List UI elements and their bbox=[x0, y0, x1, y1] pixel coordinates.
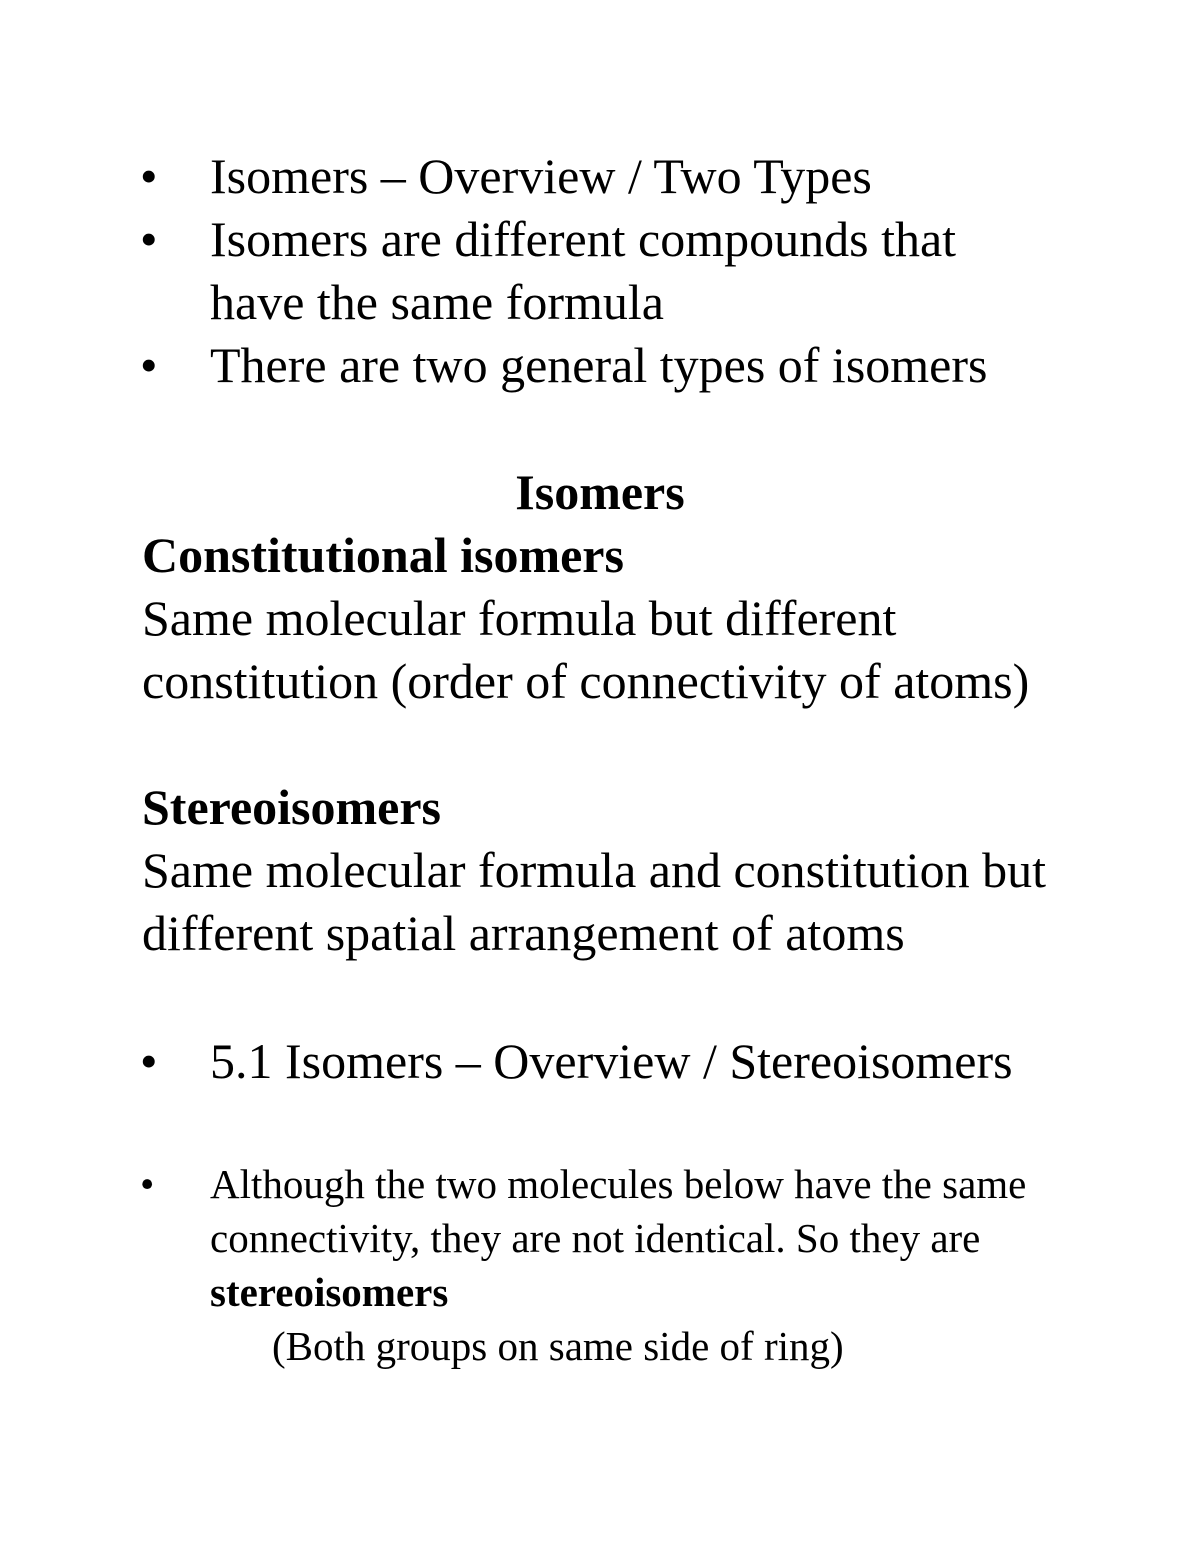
bullet-text: 5.1 Isomers – Overview / Stereoisomers bbox=[210, 1033, 1013, 1089]
bullet-icon: • bbox=[140, 211, 158, 267]
list-item bbox=[140, 1030, 1060, 1093]
bullet-list-detail bbox=[140, 1157, 1060, 1319]
bullet-icon: • bbox=[140, 148, 158, 204]
list-item bbox=[140, 1157, 1060, 1319]
constitutional-section bbox=[142, 524, 1082, 713]
bullet-icon: • bbox=[140, 1033, 158, 1089]
bullet-icon: • bbox=[140, 1161, 155, 1207]
page-title: Isomers bbox=[515, 464, 685, 520]
bullet-text: There are two general types of isomers bbox=[210, 337, 988, 393]
bullet-list-overview bbox=[140, 1030, 1060, 1093]
caption: (Both groups on same side of ring) bbox=[272, 1323, 844, 1369]
section-heading: Constitutional isomers bbox=[142, 527, 624, 583]
list-item bbox=[140, 334, 1060, 397]
bullet-list-intro bbox=[140, 145, 1060, 397]
bullet-text: Although the two molecules below have the same connectivity, they are not identical. So they are bbox=[210, 1161, 1027, 1261]
list-item bbox=[140, 208, 1060, 334]
bullet-text-bold: stereoisomers bbox=[210, 1269, 449, 1315]
list-item bbox=[140, 145, 1060, 208]
section-body: Same molecular formula and constitution but different spatial arrangement of atoms bbox=[142, 842, 1046, 961]
stereoisomers-section bbox=[142, 776, 1082, 965]
bullet-icon: • bbox=[140, 337, 158, 393]
section-heading: Stereoisomers bbox=[142, 779, 441, 835]
bullet-text: Isomers – Overview / Two Types bbox=[210, 148, 872, 204]
section-body: Same molecular formula but different constitution (order of connectivity of atoms) bbox=[142, 590, 1030, 709]
bullet-text: Isomers are different compounds that have the same formula bbox=[210, 211, 957, 330]
